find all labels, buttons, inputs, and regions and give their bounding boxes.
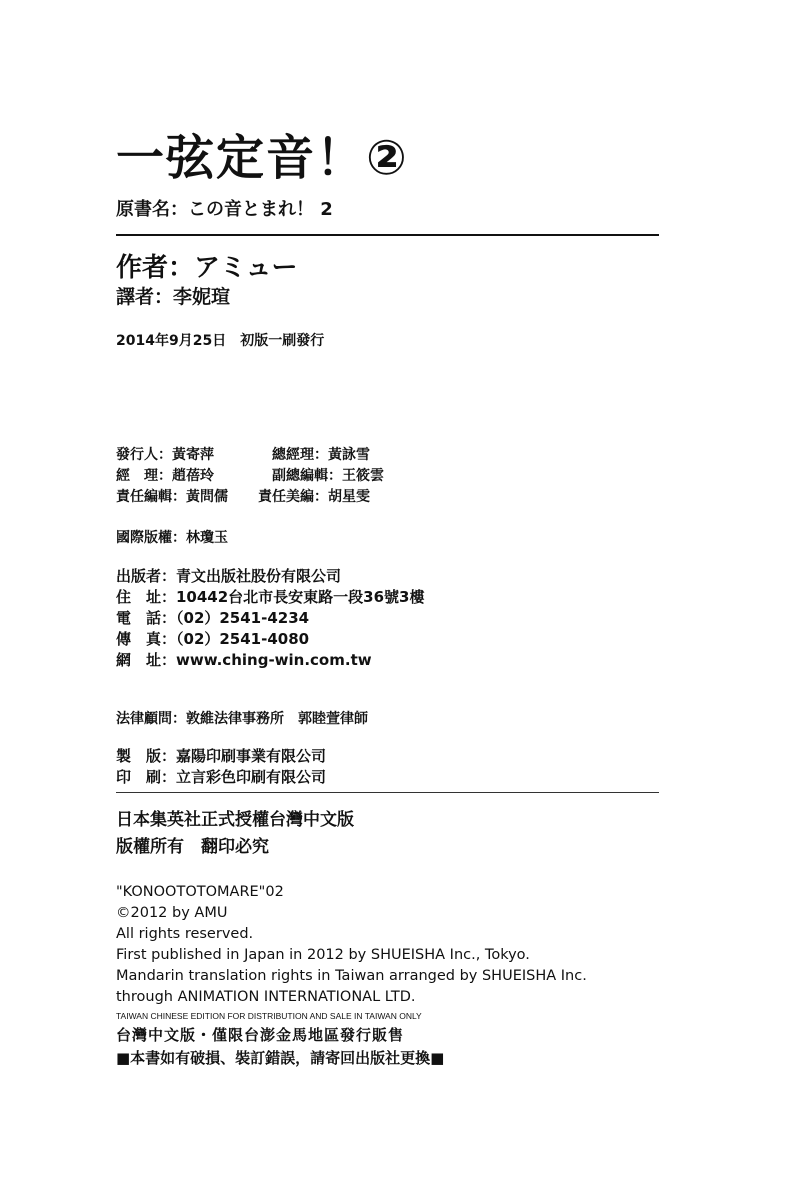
edition-date: 2014年9月25日 初版一刷發行: [116, 333, 325, 349]
original-title: 原書名：この音とまれ！ 2: [116, 199, 333, 220]
edition-note: TAIWAN CHINESE EDITION FOR DISTRIBUTION AND SALE IN TAIWAN ONLY: [116, 1011, 422, 1021]
author-credit: 作者：アミュー: [116, 253, 298, 283]
license-statement: 日本集英社正式授權台灣中文版: [116, 810, 354, 830]
staff-manager: 經 理：趙蓓玲: [116, 468, 214, 484]
english-rights: All rights reserved.: [116, 926, 254, 942]
divider-bottom: [116, 792, 659, 793]
english-agency: through ANIMATION INTERNATIONAL LTD.: [116, 989, 416, 1005]
legal-counsel: 法律顧問：敦維法律事務所 郭睦萱律師: [116, 711, 368, 727]
english-copyright: ©2012 by AMU: [116, 905, 228, 921]
sale-area: 台灣中文版・僅限台澎金馬地區發行販售: [116, 1026, 405, 1044]
translator-credit: 譯者：李妮瑄: [116, 286, 231, 308]
printing: 印 刷：立言彩色印刷有限公司: [116, 768, 327, 786]
publisher-website: 網 址：www.ching-win.com.tw: [116, 651, 372, 669]
staff-publisher: 發行人：黃寄萍: [116, 447, 214, 463]
divider-top: [116, 234, 659, 236]
english-translation-rights: Mandarin translation rights in Taiwan arranged by SHUEISHA Inc.: [116, 968, 587, 984]
international-rights: 國際版權：林瓊玉: [116, 530, 228, 546]
plate-making: 製 版：嘉陽印刷事業有限公司: [116, 747, 327, 765]
staff-deputy-editor: 副總編輯：王筱雲: [272, 468, 384, 484]
publisher-address: 住 址：10442台北市長安東路一段36號3樓: [116, 588, 425, 606]
staff-editor: 責任編輯：黃問儒: [116, 489, 228, 505]
english-title: "KONOOTOTOMARE"02: [116, 884, 284, 900]
copyright-statement: 版權所有 翻印必究: [116, 837, 269, 857]
damage-notice: ■本書如有破損、裝訂錯誤，請寄回出版社更換■: [116, 1049, 445, 1067]
publisher-name: 出版者：青文出版社股份有限公司: [116, 567, 342, 585]
book-title: 一弦定音！②: [116, 130, 409, 186]
staff-general-manager: 總經理：黃詠雪: [272, 447, 370, 463]
publisher-fax: 傳 真：（02）2541-4080: [116, 630, 310, 648]
staff-art-editor: 責任美編：胡星雯: [258, 489, 370, 505]
publisher-phone: 電 話：（02）2541-4234: [116, 609, 310, 627]
english-first-published: First published in Japan in 2012 by SHUEISHA Inc., Tokyo.: [116, 947, 530, 963]
